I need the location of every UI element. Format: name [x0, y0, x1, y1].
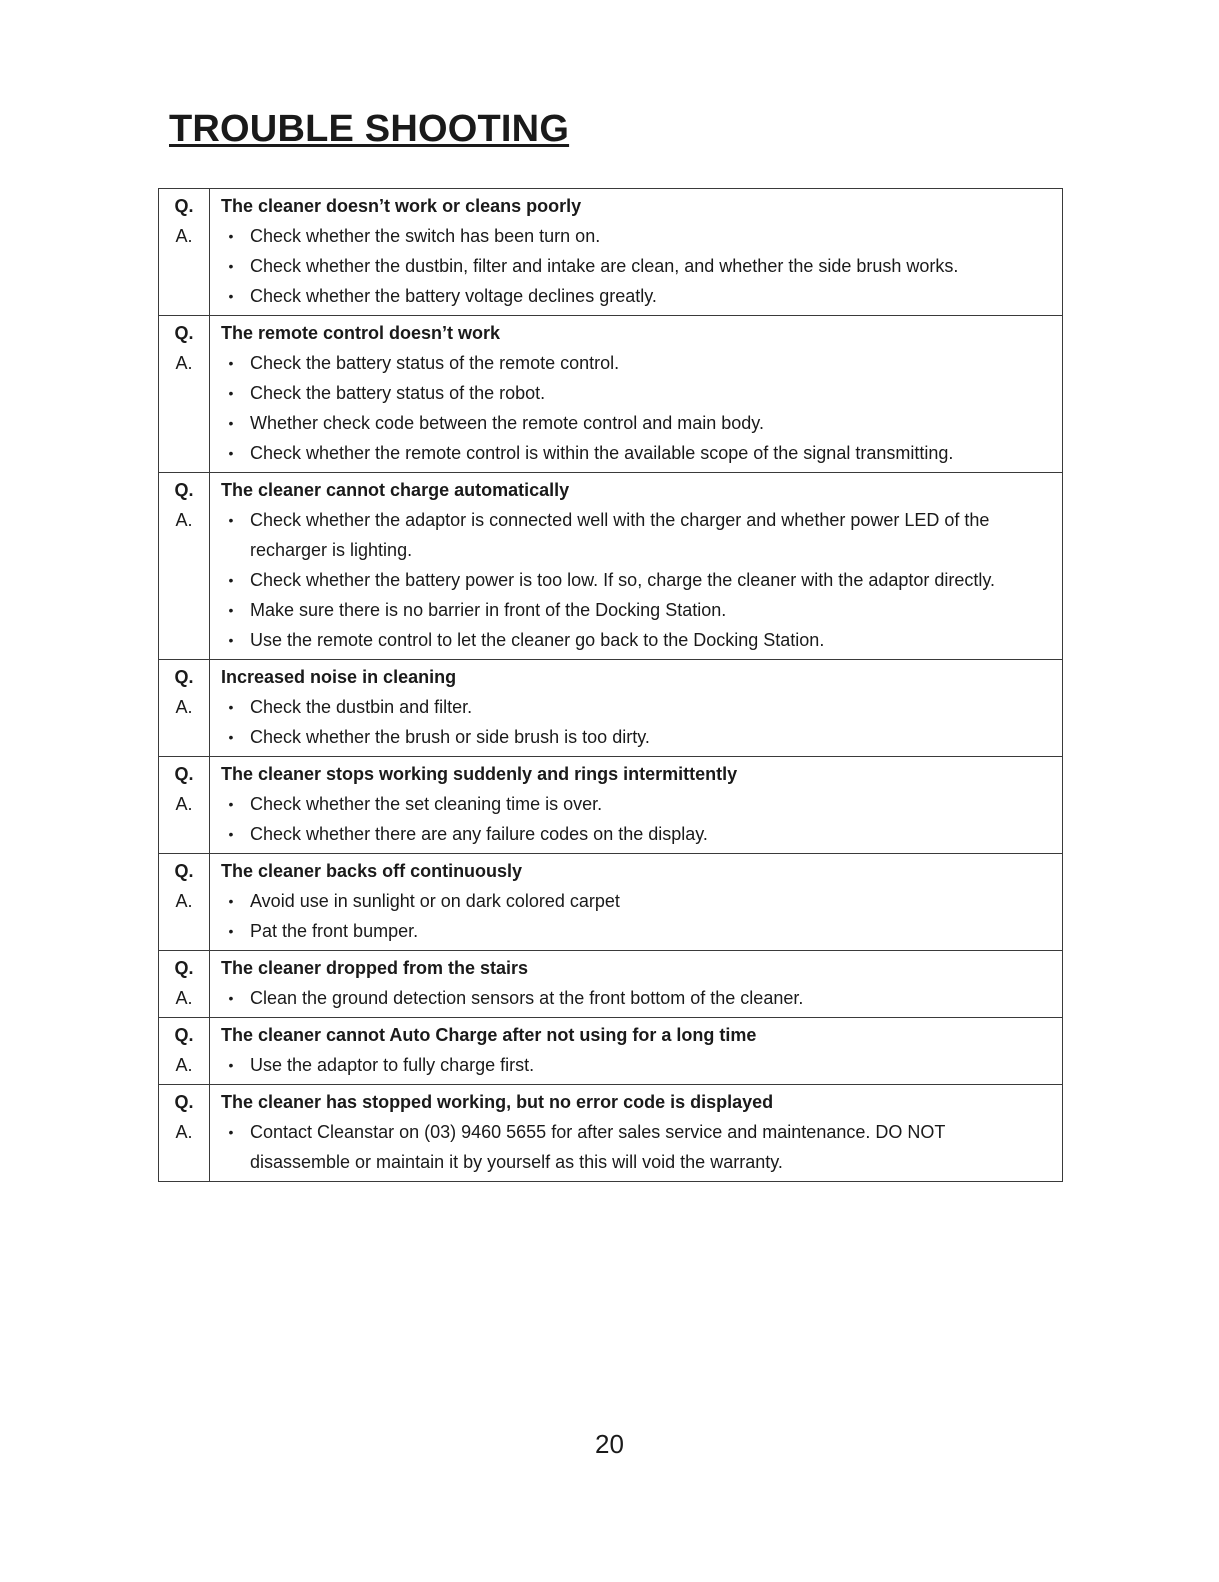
question-text: The cleaner dropped from the stairs — [221, 958, 529, 978]
faq-row — [159, 757, 1063, 854]
answer-text: Avoid use in sunlight or on dark colored carpet — [250, 891, 620, 911]
faq-row — [159, 854, 1063, 951]
bullet-dot-icon: • — [228, 385, 234, 401]
bullet-dot-icon: • — [228, 445, 234, 461]
answer-item — [210, 438, 1050, 468]
answer-item — [210, 722, 1050, 752]
answer-label: A. — [175, 891, 193, 911]
bullet-dot-icon: • — [228, 990, 234, 1006]
faq-label-cell — [159, 757, 210, 854]
answer-item — [210, 625, 1050, 655]
faq-label-cell — [159, 189, 210, 316]
faq-row — [159, 316, 1063, 473]
faq-label-cell — [159, 1018, 210, 1085]
answer-text: Check whether the adaptor is connected well with the charger and whether power LED of the recharger is lighting. — [250, 510, 990, 560]
answer-item — [210, 251, 1050, 281]
answer-list — [210, 886, 1050, 946]
bullet-dot-icon: • — [228, 228, 234, 244]
faq-content-cell — [210, 189, 1063, 316]
answer-label: A. — [175, 1122, 193, 1142]
faq-label-cell — [159, 951, 210, 1018]
answer-text: Check whether the switch has been turn on. — [250, 226, 601, 246]
answer-item — [210, 408, 1050, 438]
page-number: 20 — [595, 1429, 624, 1459]
faq-row — [159, 189, 1063, 316]
question-text: The cleaner cannot Auto Charge after not using for a long time — [221, 1025, 757, 1045]
question-text: The cleaner has stopped working, but no error code is displayed — [221, 1092, 774, 1112]
troubleshooting-table — [158, 188, 1063, 1182]
answer-item — [210, 221, 1050, 251]
answer-item — [210, 789, 1050, 819]
bullet-dot-icon: • — [228, 699, 234, 715]
faq-content-cell — [210, 660, 1063, 757]
bullet-dot-icon: • — [228, 796, 234, 812]
answer-text: Check whether the battery power is too low. If so, charge the cleaner with the adaptor directly. — [250, 570, 996, 590]
answer-text: Whether check code between the remote control and main body. — [250, 413, 764, 433]
page-title: TROUBLE SHOOTING — [169, 108, 570, 150]
bullet-dot-icon: • — [228, 923, 234, 939]
faq-content-cell — [210, 951, 1063, 1018]
answer-text: Check whether the set cleaning time is over. — [250, 794, 603, 814]
answer-text: Check the battery status of the remote control. — [250, 353, 620, 373]
faq-row — [159, 951, 1063, 1018]
answer-label: A. — [175, 226, 193, 246]
answer-text: Make sure there is no barrier in front of the Docking Station. — [250, 600, 727, 620]
bullet-dot-icon: • — [228, 258, 234, 274]
question-text: Increased noise in cleaning — [221, 667, 457, 687]
answer-text: Check whether there are any failure codes on the display. — [250, 824, 708, 844]
faq-row — [159, 1085, 1063, 1182]
bullet-dot-icon: • — [228, 415, 234, 431]
question-text: The cleaner stops working suddenly and rings intermittently — [221, 764, 738, 784]
answer-label: A. — [175, 510, 193, 530]
bullet-dot-icon: • — [228, 512, 234, 528]
faq-row — [159, 660, 1063, 757]
faq-content-cell — [210, 1085, 1063, 1182]
answer-text: Check the battery status of the robot. — [250, 383, 546, 403]
answer-list — [210, 505, 1050, 655]
faq-content-cell — [210, 757, 1063, 854]
answer-text: Check whether the battery voltage declines greatly. — [250, 286, 657, 306]
bullet-dot-icon: • — [228, 1057, 234, 1073]
faq-content-cell — [210, 316, 1063, 473]
question-label: Q. — [174, 667, 194, 687]
answer-label: A. — [175, 988, 193, 1008]
faq-row — [159, 473, 1063, 660]
faq-label-cell — [159, 473, 210, 660]
answer-label: A. — [175, 353, 193, 373]
answer-label: A. — [175, 697, 193, 717]
faq-label-cell — [159, 660, 210, 757]
answer-list — [210, 1050, 1050, 1080]
question-text: The remote control doesn’t work — [221, 323, 501, 343]
faq-table-body — [159, 189, 1063, 1182]
answer-item — [210, 1050, 1050, 1080]
answer-item — [210, 916, 1050, 946]
answer-list — [210, 1117, 1050, 1177]
question-label: Q. — [174, 323, 194, 343]
answer-text: Check whether the remote control is within the available scope of the signal transmitting. — [250, 443, 954, 463]
faq-label-cell — [159, 316, 210, 473]
answer-item — [210, 595, 1050, 625]
answer-item — [210, 505, 1050, 565]
question-label: Q. — [174, 764, 194, 784]
answer-item — [210, 1117, 1050, 1177]
answer-text: Check whether the dustbin, filter and intake are clean, and whether the side brush works. — [250, 256, 959, 276]
answer-item — [210, 565, 1050, 595]
answer-label: A. — [175, 794, 193, 814]
faq-content-cell — [210, 1018, 1063, 1085]
answer-item — [210, 378, 1050, 408]
question-text: The cleaner backs off continuously — [221, 861, 523, 881]
bullet-dot-icon: • — [228, 632, 234, 648]
question-text: The cleaner doesn’t work or cleans poorly — [221, 196, 582, 216]
faq-label-cell — [159, 1085, 210, 1182]
answer-text: Contact Cleanstar on (03) 9460 5655 for after sales service and maintenance. DO NOT disassemble or maintain it by yourself as this will void the warranty. — [250, 1122, 946, 1172]
answer-list — [210, 348, 1050, 468]
answer-list — [210, 789, 1050, 849]
bullet-dot-icon: • — [228, 355, 234, 371]
answer-list — [210, 221, 1050, 311]
answer-list — [210, 692, 1050, 752]
answer-item — [210, 348, 1050, 378]
answer-text: Use the adaptor to fully charge first. — [250, 1055, 535, 1075]
bullet-dot-icon: • — [228, 826, 234, 842]
faq-content-cell — [210, 854, 1063, 951]
faq-label-cell — [159, 854, 210, 951]
answer-text: Pat the front bumper. — [250, 921, 419, 941]
question-label: Q. — [174, 1092, 194, 1112]
answer-item — [210, 886, 1050, 916]
bullet-dot-icon: • — [228, 893, 234, 909]
answer-text: Check the dustbin and filter. — [250, 697, 473, 717]
faq-content-cell — [210, 473, 1063, 660]
answer-item — [210, 983, 1050, 1013]
answer-list — [210, 983, 1050, 1013]
answer-label: A. — [175, 1055, 193, 1075]
answer-item — [210, 692, 1050, 722]
answer-text: Check whether the brush or side brush is too dirty. — [250, 727, 650, 747]
bullet-dot-icon: • — [228, 602, 234, 618]
answer-item — [210, 281, 1050, 311]
question-label: Q. — [174, 1025, 194, 1045]
answer-item — [210, 819, 1050, 849]
answer-text: Use the remote control to let the cleaner go back to the Docking Station. — [250, 630, 825, 650]
question-label: Q. — [174, 480, 194, 500]
question-label: Q. — [174, 861, 194, 881]
bullet-dot-icon: • — [228, 729, 234, 745]
bullet-dot-icon: • — [228, 572, 234, 588]
bullet-dot-icon: • — [228, 288, 234, 304]
answer-text: Clean the ground detection sensors at the front bottom of the cleaner. — [250, 988, 804, 1008]
question-text: The cleaner cannot charge automatically — [221, 480, 570, 500]
faq-row — [159, 1018, 1063, 1085]
question-label: Q. — [174, 196, 194, 216]
question-label: Q. — [174, 958, 194, 978]
bullet-dot-icon: • — [228, 1124, 234, 1140]
